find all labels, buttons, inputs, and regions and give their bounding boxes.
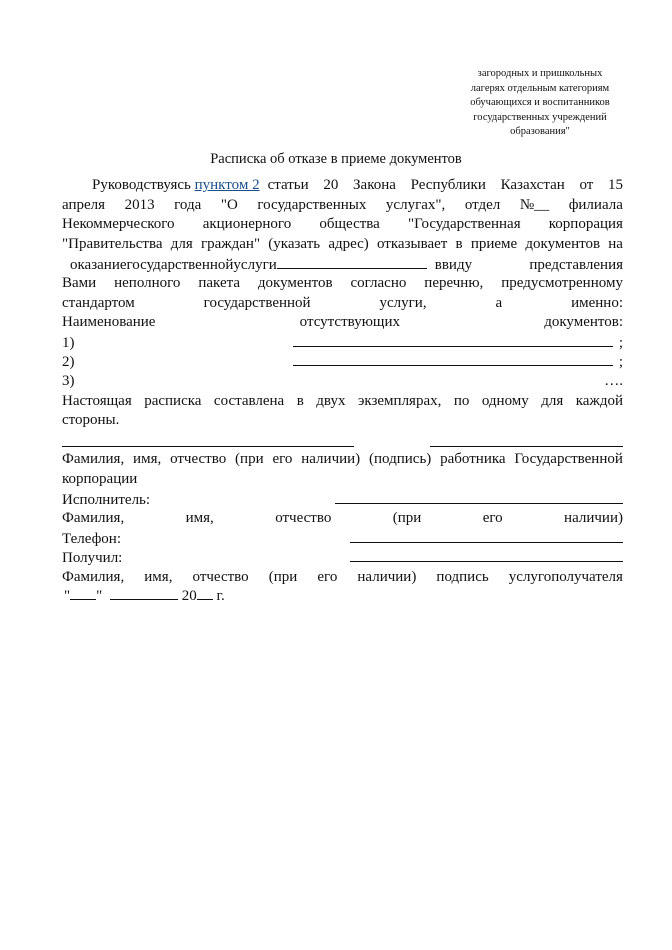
- word: (при: [392, 510, 422, 527]
- word: одному: [481, 392, 529, 409]
- word: 20: [323, 177, 339, 193]
- word: предусмотренному: [501, 274, 623, 291]
- word: Наименование: [62, 314, 156, 331]
- phone-row: [62, 529, 623, 549]
- received-label: Получил:: [62, 550, 123, 567]
- date-year-prefix: 20: [181, 588, 197, 605]
- executor-caption: [62, 509, 623, 529]
- header-note-line: обучающихся и воспитанников: [470, 97, 610, 108]
- word: от: [579, 177, 594, 193]
- list-item-end: ;: [618, 354, 623, 371]
- word: апреля: [62, 196, 106, 213]
- received-row: [62, 548, 623, 568]
- paragraph-line-4: [62, 235, 623, 255]
- date-suffix: г.: [216, 588, 225, 605]
- missing-document-item: [62, 372, 623, 392]
- word: ввиду: [434, 257, 473, 274]
- word: именно:: [571, 294, 623, 311]
- word: граждан": [200, 235, 261, 252]
- word: Государственной: [514, 451, 623, 468]
- paragraph-intro-word: Руководствуясь пунктом 2: [92, 177, 260, 193]
- employee-signature-row: [62, 431, 623, 451]
- word: работника: [440, 451, 506, 468]
- word: документов: [525, 235, 601, 252]
- word: общества: [319, 216, 380, 233]
- word: документов:: [544, 314, 623, 331]
- word: документов: [257, 274, 333, 291]
- word: отчество: [275, 510, 332, 527]
- word: услуги: [233, 257, 277, 274]
- word: в: [296, 392, 304, 409]
- word: услугах",: [385, 196, 446, 213]
- word: его: [317, 568, 338, 585]
- word: наличии): [301, 451, 361, 468]
- word: в: [455, 235, 463, 252]
- word: по: [453, 392, 470, 409]
- word: Фамилия,: [62, 510, 125, 527]
- word: Фамилия,: [62, 451, 125, 468]
- word: двух: [316, 392, 346, 409]
- word: услуги,: [379, 294, 427, 311]
- header-note: [440, 67, 640, 140]
- law-point-link[interactable]: пунктом 2: [194, 177, 260, 193]
- paragraph-line-7: [62, 294, 623, 314]
- word: наличии): [564, 510, 623, 527]
- date-close-quote: ": [96, 588, 103, 605]
- word: государственных: [257, 196, 367, 213]
- word: неполного: [114, 274, 181, 291]
- word: Республики: [410, 177, 486, 193]
- recipient-caption: [62, 568, 623, 588]
- word: а: [495, 294, 503, 311]
- word: отчество: [170, 451, 227, 468]
- employee-caption-line-2: корпорации: [62, 470, 138, 487]
- employee-name-line: [62, 446, 354, 447]
- employee-caption-line: [62, 450, 623, 470]
- word: государственной: [126, 257, 234, 274]
- word: для: [170, 235, 193, 252]
- word: услугополучателя: [508, 568, 623, 585]
- word: Закона: [353, 177, 396, 193]
- word: (указать: [268, 235, 321, 252]
- word: отсутствующих: [299, 314, 400, 331]
- word: согласно: [350, 274, 407, 291]
- header-note-line: лагерях отдельным категориям: [470, 82, 610, 94]
- word: (при: [235, 451, 264, 468]
- word: "Государственная: [407, 216, 521, 233]
- list-item-blank-line: [293, 352, 613, 366]
- date-line: [62, 587, 623, 607]
- paragraph-line-5: [62, 254, 623, 274]
- word: акционерного: [202, 216, 292, 233]
- executor-label: Исполнитель:: [62, 491, 151, 508]
- word: №__: [519, 196, 550, 213]
- word: подпись: [436, 568, 489, 585]
- word: составлена: [213, 392, 285, 409]
- date-year-blank: [197, 587, 213, 600]
- paragraph-line-6: [62, 274, 623, 294]
- word: стандартом: [62, 294, 135, 311]
- executor-blank-line: [335, 490, 623, 504]
- date-open-quote: ": [64, 588, 71, 605]
- word: каждой: [575, 392, 623, 409]
- word: корпорация: [548, 216, 623, 233]
- word: "Правительства: [62, 235, 163, 252]
- word: экземплярах,: [357, 392, 442, 409]
- word: статьи: [267, 177, 309, 193]
- document-body: [62, 176, 623, 607]
- word: наличии): [357, 568, 417, 585]
- date-month-blank: [110, 587, 178, 600]
- word: "О: [220, 196, 238, 213]
- word: Настоящая: [62, 392, 132, 409]
- word: филиала: [568, 196, 623, 213]
- document-title: Расписка об отказе в приеме документов: [210, 151, 462, 167]
- paragraph-line-3: [62, 215, 623, 235]
- list-item-blank-line: [293, 333, 613, 347]
- word: для: [541, 392, 564, 409]
- word: приеме: [470, 235, 518, 252]
- word: имя,: [185, 510, 214, 527]
- list-item-end: ;: [618, 334, 623, 351]
- word: адрес): [328, 235, 369, 252]
- word: Некоммерческого: [62, 216, 175, 233]
- word: (при: [268, 568, 298, 585]
- word: его: [272, 451, 293, 468]
- date-day-blank: [70, 587, 96, 600]
- phone-label: Телефон:: [62, 530, 121, 547]
- word: отдел: [464, 196, 501, 213]
- word: отчество: [192, 568, 249, 585]
- missing-document-item: [62, 333, 623, 353]
- closing-line-1: [62, 392, 623, 412]
- missing-document-item: [62, 352, 623, 372]
- word: имя,: [144, 568, 173, 585]
- word: расписка: [144, 392, 202, 409]
- word: оказание: [70, 257, 127, 274]
- received-blank-line: [350, 548, 623, 562]
- word: 2013: [124, 196, 155, 213]
- word: его: [482, 510, 503, 527]
- word: государственной: [203, 294, 311, 311]
- list-item-number: 3): [62, 372, 75, 389]
- paragraph-line-2: [62, 196, 623, 216]
- list-item-number: 1): [62, 334, 75, 351]
- word: Казахстан: [500, 177, 565, 193]
- word: перечню,: [424, 274, 484, 291]
- word: на: [608, 235, 623, 252]
- word: (подпись): [369, 451, 432, 468]
- word: Фамилия,: [62, 568, 125, 585]
- list-item-end: ….: [604, 372, 623, 389]
- header-note-line: государственных учреждений: [473, 111, 607, 123]
- header-note-line: загородных и пришкольных: [477, 68, 603, 79]
- executor-row: [62, 490, 623, 510]
- address-blank-line: [277, 254, 427, 269]
- word: представления: [529, 257, 623, 274]
- word: имя,: [133, 451, 162, 468]
- employee-signature-line: [430, 446, 623, 447]
- word: пакета: [198, 274, 240, 291]
- closing-line-2: стороны.: [62, 412, 120, 429]
- header-note-line: образования": [510, 126, 570, 137]
- word: Вами: [62, 274, 97, 291]
- paragraph-line-8: [62, 313, 623, 333]
- paragraph-line-1: [62, 176, 623, 196]
- word: года: [174, 196, 202, 213]
- word: 15: [608, 177, 623, 193]
- list-item-number: 2): [62, 354, 75, 371]
- word: отказывает: [377, 235, 448, 252]
- phone-blank-line: [350, 529, 623, 543]
